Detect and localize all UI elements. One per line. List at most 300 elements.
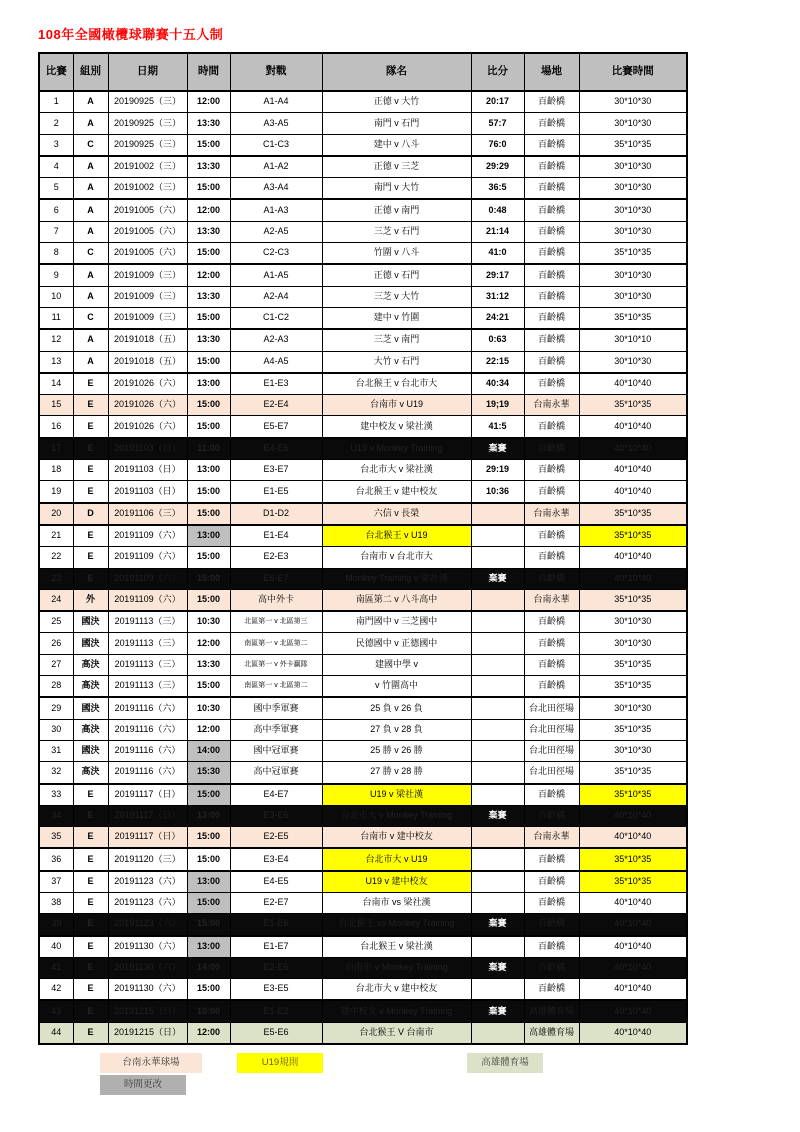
cell-date: 20191002（三） xyxy=(108,178,187,200)
cell-matchup: E1-E4 xyxy=(230,525,322,547)
cell-date: 20191116（六） xyxy=(108,740,187,761)
table-row xyxy=(39,134,687,156)
schedule-table xyxy=(38,52,688,1045)
cell-time: 15:00 xyxy=(187,827,230,849)
cell-date: 20191026（六） xyxy=(108,373,187,395)
cell-score xyxy=(471,719,524,740)
cell-group: E xyxy=(73,416,108,438)
cell-date: 20190925（三） xyxy=(108,91,187,113)
cell-duration: 40*10*40 xyxy=(579,827,687,849)
cell-group: E xyxy=(73,979,108,1001)
cell-time: 15:00 xyxy=(187,178,230,200)
cell-match-number: 39 xyxy=(39,914,73,936)
cell-score xyxy=(471,697,524,719)
cell-duration: 40*10*40 xyxy=(579,979,687,1001)
cell-score xyxy=(471,547,524,568)
cell-date: 20191116（六） xyxy=(108,762,187,784)
cell-time: 13:00 xyxy=(187,805,230,826)
cell-venue: 百齡橋 xyxy=(524,654,579,675)
cell-score xyxy=(471,740,524,761)
cell-date: 20191109（六） xyxy=(108,547,187,568)
cell-match-number: 17 xyxy=(39,438,73,460)
cell-time: 13:00 xyxy=(187,936,230,958)
cell-score xyxy=(471,676,524,698)
cell-duration: 30*10*30 xyxy=(579,264,687,286)
cell-time: 15:00 xyxy=(187,589,230,611)
table-row xyxy=(39,740,687,761)
cell-matchup: A3-A5 xyxy=(230,113,322,134)
table-row xyxy=(39,243,687,265)
cell-score xyxy=(471,611,524,633)
cell-matchup: 北區第一 v 北區第三 xyxy=(230,611,322,633)
cell-matchup: E2-E3 xyxy=(230,547,322,568)
cell-venue: 高雄體育場 xyxy=(524,1000,579,1022)
cell-match-number: 18 xyxy=(39,460,73,481)
cell-time: 13:00 xyxy=(187,871,230,893)
cell-group: C xyxy=(73,243,108,265)
cell-duration: 35*10*35 xyxy=(579,307,687,329)
cell-matchup: A3-A4 xyxy=(230,178,322,200)
cell-date: 20191002（三） xyxy=(108,156,187,178)
cell-venue: 百齡橋 xyxy=(524,91,579,113)
cell-venue: 百齡橋 xyxy=(524,460,579,481)
cell-group: A xyxy=(73,199,108,221)
cell-duration: 35*10*35 xyxy=(579,784,687,806)
cell-venue: 台北田徑場 xyxy=(524,762,579,784)
cell-matchup: E2-E7 xyxy=(230,892,322,913)
cell-teams: 台南市 v 建中校友 xyxy=(322,827,471,849)
table-row xyxy=(39,113,687,134)
cell-date: 20190925（三） xyxy=(108,113,187,134)
cell-teams: 台南市 v U19 xyxy=(322,395,471,416)
table-row xyxy=(39,156,687,178)
cell-matchup: E4-E6 xyxy=(230,438,322,460)
cell-group: A xyxy=(73,91,108,113)
cell-time: 13:30 xyxy=(187,156,230,178)
cell-match-number: 15 xyxy=(39,395,73,416)
cell-teams: 三芝 v 石門 xyxy=(322,221,471,242)
cell-duration: 30*10*10 xyxy=(579,329,687,351)
cell-duration: 30*10*30 xyxy=(579,91,687,113)
cell-match-number: 23 xyxy=(39,568,73,589)
table-row xyxy=(39,547,687,568)
cell-teams: 大竹 v 石門 xyxy=(322,351,471,373)
cell-duration: 30*10*30 xyxy=(579,740,687,761)
cell-group: E xyxy=(73,1000,108,1022)
cell-time: 10:30 xyxy=(187,697,230,719)
cell-teams: 竹圍 v 八斗 xyxy=(322,243,471,265)
cell-score xyxy=(471,762,524,784)
cell-duration: 30*10*30 xyxy=(579,611,687,633)
cell-time: 14:00 xyxy=(187,740,230,761)
cell-score xyxy=(471,871,524,893)
cell-time: 13:30 xyxy=(187,286,230,307)
cell-time: 15:00 xyxy=(187,676,230,698)
cell-teams: 正德 v 南門 xyxy=(322,199,471,221)
cell-duration: 40*10*40 xyxy=(579,416,687,438)
cell-group: 高決 xyxy=(73,654,108,675)
cell-match-number: 38 xyxy=(39,892,73,913)
cell-score: 棄賽 xyxy=(471,914,524,936)
cell-time: 10:30 xyxy=(187,611,230,633)
cell-teams: U19 v Monkey Training xyxy=(322,438,471,460)
cell-score: 24:21 xyxy=(471,307,524,329)
cell-venue: 百齡橋 xyxy=(524,805,579,826)
cell-teams: 建中 v 八斗 xyxy=(322,134,471,156)
cell-score xyxy=(471,633,524,654)
cell-venue: 台南永華 xyxy=(524,395,579,416)
cell-match-number: 43 xyxy=(39,1000,73,1022)
cell-score: 31:12 xyxy=(471,286,524,307)
cell-score xyxy=(471,936,524,958)
cell-venue: 百齡橋 xyxy=(524,481,579,503)
cell-matchup: 南區第一 v 北區第二 xyxy=(230,676,322,698)
cell-group: E xyxy=(73,438,108,460)
cell-teams: 六信 v 長榮 xyxy=(322,503,471,525)
cell-group: A xyxy=(73,178,108,200)
cell-teams: 台北猴王 v 梁社漢 xyxy=(322,936,471,958)
cell-group: D xyxy=(73,503,108,525)
cell-time: 13:30 xyxy=(187,113,230,134)
cell-match-number: 2 xyxy=(39,113,73,134)
cell-teams: 建中校友 v Monkey Training xyxy=(322,1000,471,1022)
cell-date: 20191116（六） xyxy=(108,697,187,719)
cell-match-number: 26 xyxy=(39,633,73,654)
table-row xyxy=(39,1000,687,1022)
cell-group: E xyxy=(73,892,108,913)
cell-duration: 30*10*30 xyxy=(579,199,687,221)
cell-group: E xyxy=(73,805,108,826)
cell-duration: 40*10*40 xyxy=(579,460,687,481)
cell-time: 12:00 xyxy=(187,199,230,221)
cell-group: E xyxy=(73,568,108,589)
cell-duration: 40*10*40 xyxy=(579,1000,687,1022)
cell-group: 國決 xyxy=(73,740,108,761)
cell-duration: 40*10*40 xyxy=(579,438,687,460)
cell-duration: 40*10*40 xyxy=(579,1022,687,1044)
cell-teams: 27 負 v 28 負 xyxy=(322,719,471,740)
table-row xyxy=(39,460,687,481)
cell-duration: 35*10*35 xyxy=(579,243,687,265)
cell-venue: 百齡橋 xyxy=(524,892,579,913)
cell-match-number: 10 xyxy=(39,286,73,307)
cell-match-number: 29 xyxy=(39,697,73,719)
cell-date: 20191117（日） xyxy=(108,784,187,806)
cell-score: 棄賽 xyxy=(471,568,524,589)
cell-match-number: 11 xyxy=(39,307,73,329)
cell-matchup: 南區第一 v 北區第二 xyxy=(230,633,322,654)
cell-score xyxy=(471,654,524,675)
cell-score: 20:17 xyxy=(471,91,524,113)
cell-venue: 百齡橋 xyxy=(524,134,579,156)
cell-venue: 百齡橋 xyxy=(524,264,579,286)
cell-group: E xyxy=(73,848,108,870)
cell-score: 19;19 xyxy=(471,395,524,416)
table-row xyxy=(39,697,687,719)
cell-group: E xyxy=(73,460,108,481)
table-row xyxy=(39,936,687,958)
cell-matchup: E4-E5 xyxy=(230,871,322,893)
cell-group: A xyxy=(73,351,108,373)
table-row xyxy=(39,719,687,740)
cell-matchup: E2-E6 xyxy=(230,957,322,978)
table-row xyxy=(39,503,687,525)
column-header-8: 比賽時間 xyxy=(579,53,687,91)
column-header-6: 比分 xyxy=(471,53,524,91)
page-title: 108年全國橄欖球聯賽十五人制 xyxy=(38,27,224,42)
cell-group: E xyxy=(73,525,108,547)
cell-venue: 百齡橋 xyxy=(524,113,579,134)
column-header-4: 對戰 xyxy=(230,53,322,91)
cell-teams: 台北猴王 v 台北市大 xyxy=(322,373,471,395)
cell-date: 20191009（三） xyxy=(108,307,187,329)
table-row xyxy=(39,481,687,503)
cell-group: E xyxy=(73,827,108,849)
cell-matchup: E3-E6 xyxy=(230,805,322,826)
cell-match-number: 41 xyxy=(39,957,73,978)
cell-teams: 台南市 v Monkey Training xyxy=(322,957,471,978)
column-header-1: 組別 xyxy=(73,53,108,91)
cell-match-number: 31 xyxy=(39,740,73,761)
cell-duration: 35*10*35 xyxy=(579,676,687,698)
cell-group: E xyxy=(73,871,108,893)
table-row xyxy=(39,784,687,806)
cell-time: 15:00 xyxy=(187,914,230,936)
legend xyxy=(38,1053,686,1113)
cell-duration: 30*10*30 xyxy=(579,351,687,373)
cell-group: 高決 xyxy=(73,762,108,784)
cell-venue: 台南永華 xyxy=(524,503,579,525)
table-row xyxy=(39,957,687,978)
cell-match-number: 28 xyxy=(39,676,73,698)
cell-date: 20191009（三） xyxy=(108,264,187,286)
cell-score: 棄賽 xyxy=(471,438,524,460)
schedule-page xyxy=(38,24,762,1113)
cell-teams: 台北市大 v 建中校友 xyxy=(322,979,471,1001)
cell-score: 10:36 xyxy=(471,481,524,503)
cell-matchup: E5-E6 xyxy=(230,1022,322,1044)
cell-score: 40:34 xyxy=(471,373,524,395)
cell-venue: 百齡橋 xyxy=(524,676,579,698)
cell-score: 21:14 xyxy=(471,221,524,242)
cell-score: 0:48 xyxy=(471,199,524,221)
cell-matchup: C1-C3 xyxy=(230,134,322,156)
cell-duration: 30*10*30 xyxy=(579,286,687,307)
cell-teams: Monkey Training v 梁社漢 xyxy=(322,568,471,589)
cell-teams: 南門國中 v 三芝國中 xyxy=(322,611,471,633)
table-row xyxy=(39,589,687,611)
cell-teams: 25 負 v 26 負 xyxy=(322,697,471,719)
cell-teams: 27 勝 v 28 勝 xyxy=(322,762,471,784)
cell-time: 15:00 xyxy=(187,416,230,438)
cell-date: 20190925（三） xyxy=(108,134,187,156)
table-header-row xyxy=(39,53,687,91)
table-row xyxy=(39,264,687,286)
cell-teams: U19 v 梁社漢 xyxy=(322,784,471,806)
cell-time: 15:00 xyxy=(187,503,230,525)
cell-matchup: 北區第一 v 外卡贏隊 xyxy=(230,654,322,675)
cell-venue: 百齡橋 xyxy=(524,329,579,351)
cell-time: 15:00 xyxy=(187,568,230,589)
cell-score: 棄賽 xyxy=(471,805,524,826)
cell-match-number: 21 xyxy=(39,525,73,547)
cell-match-number: 13 xyxy=(39,351,73,373)
cell-time: 15:00 xyxy=(187,351,230,373)
cell-matchup: 高中季軍賽 xyxy=(230,719,322,740)
table-row xyxy=(39,676,687,698)
cell-match-number: 5 xyxy=(39,178,73,200)
table-row xyxy=(39,827,687,849)
cell-teams: 台北猴王 v U19 xyxy=(322,525,471,547)
cell-date: 20191109（六） xyxy=(108,568,187,589)
cell-duration: 30*10*30 xyxy=(579,697,687,719)
cell-match-number: 20 xyxy=(39,503,73,525)
cell-venue: 百齡橋 xyxy=(524,243,579,265)
cell-teams: 三芝 v 南門 xyxy=(322,329,471,351)
cell-matchup: A2-A3 xyxy=(230,329,322,351)
cell-score: 29:19 xyxy=(471,460,524,481)
cell-venue: 台北田徑場 xyxy=(524,697,579,719)
table-row xyxy=(39,848,687,870)
cell-date: 20191130（六） xyxy=(108,957,187,978)
cell-date: 20191103（日） xyxy=(108,460,187,481)
table-row xyxy=(39,654,687,675)
cell-time: 15:00 xyxy=(187,892,230,913)
cell-date: 20191026（六） xyxy=(108,395,187,416)
cell-match-number: 8 xyxy=(39,243,73,265)
cell-teams: 台北市大 v U19 xyxy=(322,848,471,870)
cell-teams: U19 v 建中校友 xyxy=(322,871,471,893)
cell-match-number: 3 xyxy=(39,134,73,156)
cell-matchup: E1-E7 xyxy=(230,936,322,958)
table-row xyxy=(39,871,687,893)
cell-group: 國決 xyxy=(73,697,108,719)
cell-match-number: 14 xyxy=(39,373,73,395)
cell-score: 36:5 xyxy=(471,178,524,200)
cell-duration: 35*10*35 xyxy=(579,654,687,675)
cell-duration: 35*10*35 xyxy=(579,503,687,525)
cell-date: 20191109（六） xyxy=(108,525,187,547)
table-row xyxy=(39,892,687,913)
table-row xyxy=(39,611,687,633)
cell-matchup: E1-E3 xyxy=(230,373,322,395)
cell-match-number: 25 xyxy=(39,611,73,633)
cell-duration: 35*10*35 xyxy=(579,762,687,784)
cell-venue: 台北田徑場 xyxy=(524,719,579,740)
cell-venue: 百齡橋 xyxy=(524,156,579,178)
cell-matchup: A1-A2 xyxy=(230,156,322,178)
cell-venue: 百齡橋 xyxy=(524,438,579,460)
cell-score xyxy=(471,503,524,525)
cell-score: 29:17 xyxy=(471,264,524,286)
cell-group: A xyxy=(73,329,108,351)
cell-date: 20191106（三） xyxy=(108,503,187,525)
cell-venue: 百齡橋 xyxy=(524,221,579,242)
cell-time: 12:00 xyxy=(187,91,230,113)
cell-venue: 百齡橋 xyxy=(524,848,579,870)
cell-matchup: E1-E5 xyxy=(230,481,322,503)
cell-match-number: 27 xyxy=(39,654,73,675)
cell-group: E xyxy=(73,481,108,503)
cell-venue: 台南永華 xyxy=(524,589,579,611)
cell-teams: 南門 v 石門 xyxy=(322,113,471,134)
table-row xyxy=(39,762,687,784)
cell-matchup: E2-E4 xyxy=(230,395,322,416)
cell-date: 20191123（六） xyxy=(108,914,187,936)
cell-score: 76:0 xyxy=(471,134,524,156)
table-row xyxy=(39,91,687,113)
cell-score: 棄賽 xyxy=(471,1000,524,1022)
cell-venue: 百齡橋 xyxy=(524,351,579,373)
cell-venue: 百齡橋 xyxy=(524,416,579,438)
cell-score xyxy=(471,979,524,1001)
cell-venue: 百齡橋 xyxy=(524,957,579,978)
cell-teams: v 竹圍高中 xyxy=(322,676,471,698)
cell-group: 高決 xyxy=(73,719,108,740)
cell-venue: 百齡橋 xyxy=(524,286,579,307)
cell-match-number: 37 xyxy=(39,871,73,893)
table-row xyxy=(39,633,687,654)
cell-date: 20191113（三） xyxy=(108,654,187,675)
cell-match-number: 33 xyxy=(39,784,73,806)
cell-venue: 百齡橋 xyxy=(524,871,579,893)
cell-date: 20191005（六） xyxy=(108,199,187,221)
cell-duration: 40*10*40 xyxy=(579,805,687,826)
cell-date: 20191103（日） xyxy=(108,481,187,503)
cell-venue: 台北田徑場 xyxy=(524,740,579,761)
cell-matchup: E1-E6 xyxy=(230,914,322,936)
cell-matchup: E5-E7 xyxy=(230,416,322,438)
cell-matchup: A2-A5 xyxy=(230,221,322,242)
cell-date: 20191018（五） xyxy=(108,329,187,351)
cell-duration: 35*10*35 xyxy=(579,871,687,893)
cell-date: 20191120（三） xyxy=(108,848,187,870)
cell-group: C xyxy=(73,134,108,156)
cell-date: 20191130（六） xyxy=(108,979,187,1001)
cell-match-number: 30 xyxy=(39,719,73,740)
cell-score: 41:0 xyxy=(471,243,524,265)
cell-teams: 民德國中 v 正德國中 xyxy=(322,633,471,654)
cell-time: 15:00 xyxy=(187,547,230,568)
cell-teams: 25 勝 v 26 勝 xyxy=(322,740,471,761)
cell-matchup: E4-E7 xyxy=(230,784,322,806)
cell-match-number: 44 xyxy=(39,1022,73,1044)
cell-teams: 台北猴王 vs Monkey Training xyxy=(322,914,471,936)
cell-date: 20191018（五） xyxy=(108,351,187,373)
cell-duration: 30*10*30 xyxy=(579,178,687,200)
cell-teams: 南門 v 大竹 xyxy=(322,178,471,200)
cell-group: A xyxy=(73,156,108,178)
column-header-3: 時間 xyxy=(187,53,230,91)
cell-venue: 百齡橋 xyxy=(524,547,579,568)
cell-duration: 35*10*35 xyxy=(579,848,687,870)
cell-duration: 35*10*35 xyxy=(579,589,687,611)
cell-time: 15:00 xyxy=(187,243,230,265)
cell-date: 20191117（日） xyxy=(108,827,187,849)
cell-matchup: E3-E4 xyxy=(230,848,322,870)
cell-matchup: A1-A5 xyxy=(230,264,322,286)
cell-duration: 40*10*40 xyxy=(579,892,687,913)
table-row xyxy=(39,199,687,221)
legend-u19-rule: U19規則 xyxy=(237,1053,323,1073)
legend-tainan-yonghua-venue: 台南永華球場 xyxy=(100,1053,202,1073)
cell-duration: 30*10*30 xyxy=(579,633,687,654)
cell-date: 20191123（六） xyxy=(108,892,187,913)
cell-duration: 40*10*40 xyxy=(579,957,687,978)
cell-date: 20191123（六） xyxy=(108,871,187,893)
cell-date: 20191005（六） xyxy=(108,221,187,242)
cell-score xyxy=(471,1022,524,1044)
